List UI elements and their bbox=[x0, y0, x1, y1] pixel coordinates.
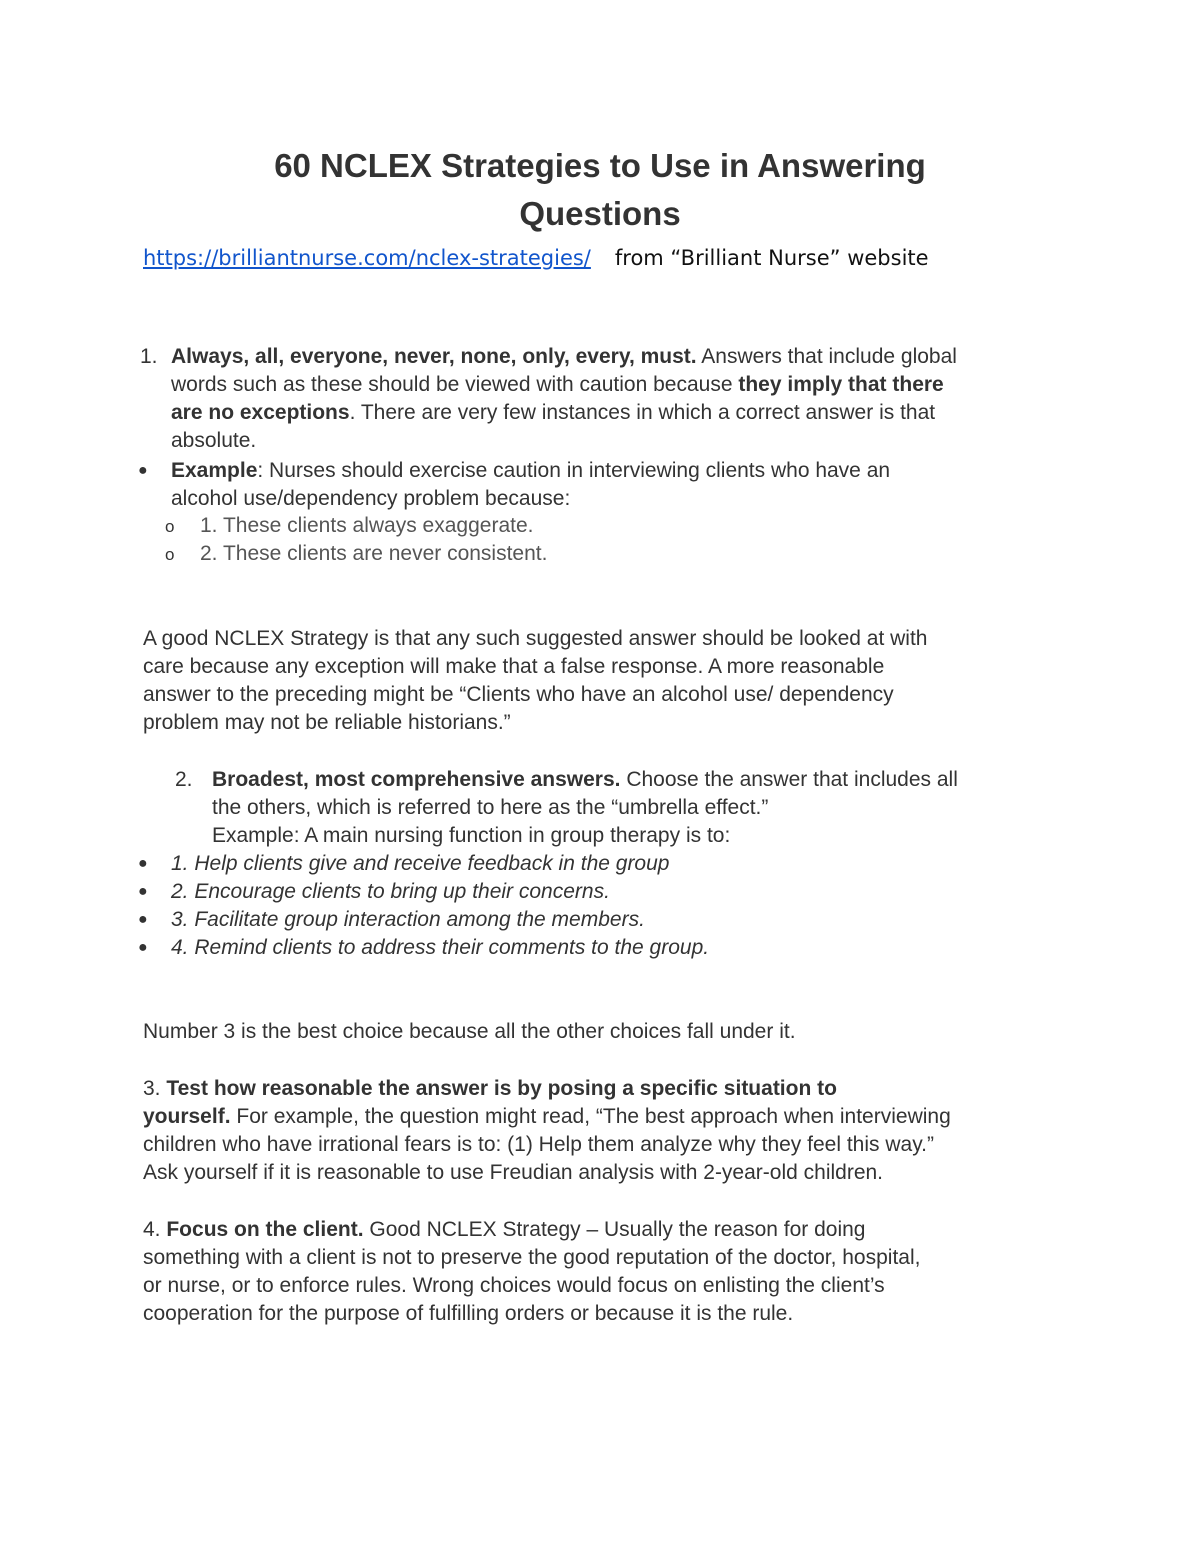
strategy-1-line-2: words such as these should be viewed with caution because they imply that there bbox=[171, 373, 944, 396]
strategy-2-option: 3. Facilitate group interaction among the members. bbox=[171, 908, 645, 931]
example-1-line-2: alcohol use/dependency problem because: bbox=[171, 487, 571, 510]
strategy-1-paragraph-line: care because any exception will make that a false response. A more reasonable bbox=[143, 655, 885, 678]
example-1-option: 1. These clients always exaggerate. bbox=[200, 514, 534, 537]
strategy-2-number: 2. bbox=[175, 768, 193, 791]
example-1-option: 2. These clients are never consistent. bbox=[200, 542, 548, 565]
strategy-3-heading: Test how reasonable the answer is by posing a specific situation to bbox=[166, 1077, 837, 1100]
strategy-4-line-2: something with a client is not to preserve the good reputation of the doctor, hospital, bbox=[143, 1246, 921, 1269]
bullet-icon: ● bbox=[138, 462, 148, 479]
strategy-1-line-3: are no exceptions. There are very few instances in which a correct answer is that bbox=[171, 401, 936, 424]
strategy-2-conclusion: Number 3 is the best choice because all the other choices fall under it. bbox=[143, 1020, 796, 1043]
strategy-1-paragraph-line: problem may not be reliable historians.” bbox=[143, 711, 511, 734]
strategy-4-line-4: cooperation for the purpose of fulfilling orders or because it is the rule. bbox=[143, 1302, 794, 1325]
strategy-2-heading: Broadest, most comprehensive answers. bbox=[212, 768, 621, 791]
strategy-2-line-3: Example: A main nursing function in group therapy is to: bbox=[212, 824, 731, 847]
strategy-3-line-1 bbox=[143, 1075, 837, 1103]
strategy-4-line-1: 4. Focus on the client. Good NCLEX Strategy – Usually the reason for doing bbox=[143, 1218, 866, 1241]
strategy-1-number: 1. bbox=[140, 345, 158, 368]
title-line-2: Questions bbox=[519, 195, 681, 232]
strategy-1-heading: Always, all, everyone, never, none, only, every, must. bbox=[171, 345, 697, 368]
strategy-1-paragraph-line: A good NCLEX Strategy is that any such suggested answer should be looked at with bbox=[143, 627, 928, 650]
strategy-1-paragraph-line: answer to the preceding might be “Clients who have an alcohol use/ dependency bbox=[143, 683, 894, 706]
strategy-2-option: 1. Help clients give and receive feedback in the group bbox=[171, 852, 670, 875]
bullet-icon: ● bbox=[138, 911, 148, 928]
bullet-icon: ● bbox=[138, 883, 148, 900]
strategy-2-line-2: the others, which is referred to here as the “umbrella effect.” bbox=[212, 796, 769, 819]
strategy-3-number: 3. bbox=[143, 1077, 167, 1100]
example-1-line-1: Example: Nurses should exercise caution in interviewing clients who have an bbox=[171, 459, 891, 482]
strategy-2-line-1: Broadest, most comprehensive answers. Choose the answer that includes all bbox=[212, 768, 958, 791]
strategy-4-number: 4. bbox=[143, 1218, 167, 1241]
strategy-2-option: 4. Remind clients to address their comments to the group. bbox=[171, 936, 710, 959]
source-link[interactable]: https://brilliantnurse.com/nclex-strategies/ bbox=[143, 246, 591, 270]
strategy-3-line-2: yourself. For example, the question might read, “The best approach when interviewing bbox=[143, 1105, 951, 1128]
strategy-2-option: 2. Encourage clients to bring up their concerns. bbox=[171, 880, 610, 903]
strategy-4-line-3: or nurse, or to enforce rules. Wrong choices would focus on enlisting the client’s bbox=[143, 1274, 885, 1297]
circle-bullet-icon: o bbox=[165, 517, 175, 536]
source-note: from “Brilliant Nurse” website bbox=[614, 246, 929, 270]
strategy-3-line-4: Ask yourself if it is reasonable to use Freudian analysis with 2-year-old children. bbox=[143, 1161, 884, 1184]
bullet-icon: ● bbox=[138, 855, 148, 872]
source-line bbox=[143, 243, 929, 273]
circle-bullet-icon: o bbox=[165, 545, 175, 564]
strategy-1-line-4: absolute. bbox=[171, 429, 257, 452]
title-line-1: 60 NCLEX Strategies to Use in Answering bbox=[274, 147, 926, 184]
page-title bbox=[150, 142, 1050, 238]
bullet-icon: ● bbox=[138, 939, 148, 956]
strategy-1-line-1: Always, all, everyone, never, none, only, every, must. Answers that include global bbox=[171, 345, 957, 368]
strategy-3-line-3: children who have irrational fears is to: (1) Help them analyze why they feel this way.” bbox=[143, 1133, 934, 1156]
strategy-4-heading: Focus on the client. bbox=[166, 1218, 364, 1241]
